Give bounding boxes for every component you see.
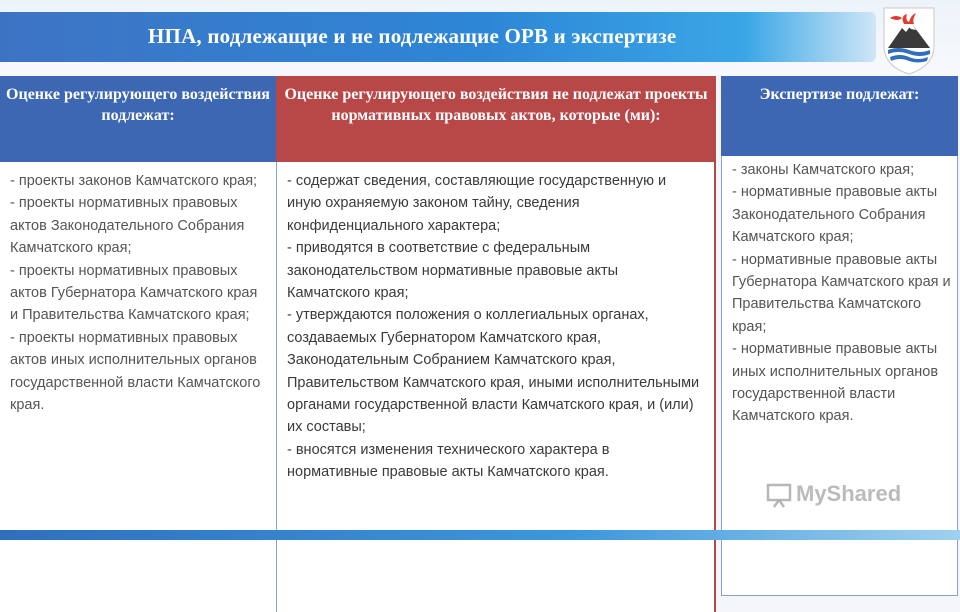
column-body: [0, 162, 276, 612]
presentation-icon: [766, 482, 792, 508]
watermark-text: MyShared: [796, 481, 902, 506]
list-item: - вносятся изменения технического характера в нормативные правовые акты Камчатского края.: [287, 441, 610, 481]
slide-header: [0, 0, 960, 75]
column-header: Экспертизе подлежат:: [721, 76, 958, 156]
column-body: [276, 162, 716, 612]
list-item: - содержат сведения, составляющие государственную и иную охраняемую законом тайну, сведения конфиденциального характера;: [287, 173, 667, 234]
kamchatka-emblem-icon: [878, 2, 940, 76]
column-header: Оценке регулирующего воздействия подлежат:: [0, 76, 276, 162]
list-item: - проекты нормативных правовых актов Законодательного Собрания Камчатского края;: [10, 195, 245, 257]
slide-title: НПА, подлежащие и не подлежащие ОРВ и экспертизе: [148, 24, 677, 48]
column-header: Оценке регулирующего воздействия не подлежат проекты нормативных правовых актов, которые (ми):: [276, 76, 716, 162]
list-item: - проекты законов Камчатского края;: [10, 173, 258, 189]
list-item: - нормативные правовые акты иных исполнительных органов государственной власти Камчатского края.: [732, 341, 939, 425]
list-item: - утверждаются положения о коллегиальных органах, создаваемых Губернатором Камчатского края, Законодательным Собранием Камчатского края, Правительством Камчатского края, иными исполнительными органами государственной власти Камчатского края, и (или) их составы;: [287, 307, 700, 436]
list-item: - нормативные правовые акты Законодательного Собрания Камчатского края;: [732, 184, 938, 246]
list-item: - законы Камчатского края;: [732, 162, 915, 178]
bottom-band: [0, 530, 960, 540]
list-item: - проекты нормативных правовых актов иных исполнительных органов государственной власти Камчатского края.: [10, 329, 261, 414]
watermark: [766, 480, 926, 510]
list-item: - нормативные правовые акты Губернатора Камчатского края и Правительства Камчатского края;: [732, 251, 951, 335]
list-item: - проекты нормативных правовых актов Губернатора Камчатского края и Правительства Камчатского края;: [10, 262, 258, 324]
list-item: - приводятся в соответствие с федеральным законодательством нормативные правовые акты Камчатского края;: [287, 240, 619, 302]
